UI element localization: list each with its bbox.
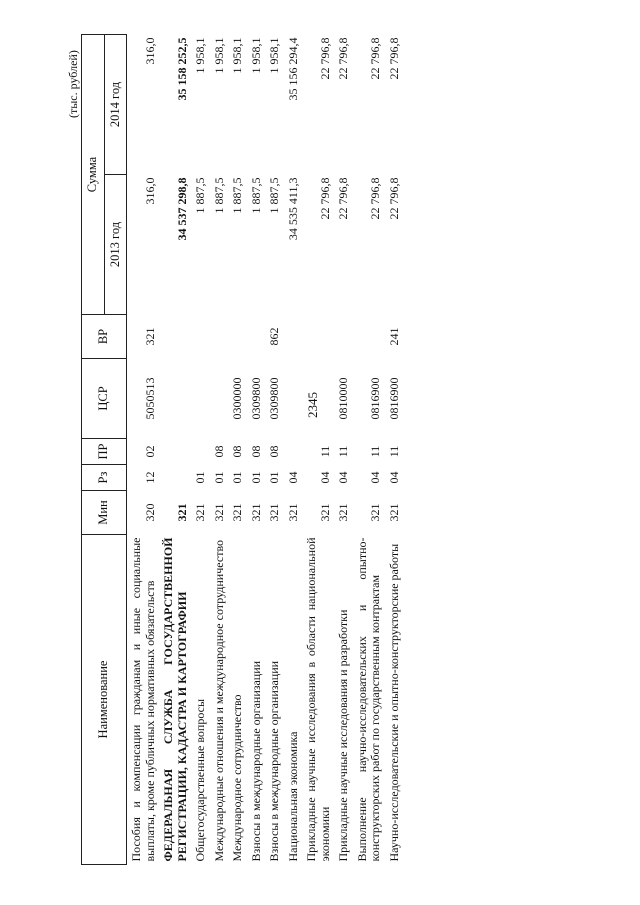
row-pr: 11 [317, 445, 332, 458]
row-rz: 01 [230, 471, 244, 484]
row-rz: 01 [267, 471, 281, 484]
row-name: Пособия и компенсации гражданам и иные социальные выплаты, кроме публичных нормативных обязательств [129, 537, 157, 862]
row-amount-2013: 1 887,5 [267, 177, 281, 214]
row-min: 321 [211, 503, 226, 522]
row-amount-2014: 35 156 294,4 [285, 37, 300, 101]
row-amount-2014: 1 958,1 [230, 37, 244, 74]
table-row [228, 35, 247, 865]
row-name: Взносы в международные организации [248, 660, 263, 862]
row-csr [284, 359, 303, 439]
header-year-2014: 2014 год [104, 35, 127, 175]
table-body [127, 35, 404, 865]
row-name: Прикладные научные исследования в области национальной экономики [304, 537, 332, 862]
table-header [82, 35, 127, 865]
row-csr [210, 359, 229, 439]
row-csr [159, 359, 191, 439]
row-vr: 321 [142, 327, 157, 346]
table-row [284, 35, 303, 865]
row-amount-2014: 22 796,8 [386, 37, 401, 80]
row-name: Международные отношения и международное сотрудничество [211, 539, 226, 862]
row-csr: 5050513 [142, 377, 157, 420]
row-min: 321 [386, 503, 401, 522]
units-label: (тыс. рублей) [66, 50, 80, 118]
row-rz: 04 [285, 471, 300, 484]
row-amount-2013: 1 887,5 [211, 177, 226, 214]
row-rz: 04 [336, 471, 350, 484]
row-amount-2014: 1 958,1 [248, 37, 263, 74]
row-min: 321 [285, 503, 300, 522]
row-amount-2013: 22 796,8 [386, 177, 401, 220]
row-pr [191, 439, 210, 465]
page-number: 2345 [305, 392, 320, 418]
row-amount-2013: 34 537 298,8 [174, 177, 189, 241]
row-pr: 11 [336, 445, 350, 458]
row-csr: 0816900 [368, 377, 382, 420]
table-row [385, 35, 404, 865]
header-year-2013: 2013 год [104, 175, 127, 315]
table-row [334, 35, 353, 865]
table-row [127, 35, 160, 865]
row-name: ФЕДЕРАЛЬНАЯ СЛУЖБА ГОСУДАРСТВЕННОЙ РЕГИСТРАЦИИ, КАДАСТРА И КАРТОГРАФИИ [161, 537, 189, 862]
row-amount-2014: 316,0 [142, 37, 157, 65]
row-pr: 11 [386, 445, 401, 458]
row-rz: 04 [368, 471, 382, 484]
row-amount-2013: 1 887,5 [230, 177, 244, 214]
row-rz: 01 [248, 471, 263, 484]
row-amount-2013: 22 796,8 [317, 177, 332, 220]
row-rz: 04 [386, 471, 401, 484]
row-amount-2013: 316,0 [142, 177, 157, 205]
budget-table-container [81, 35, 531, 865]
budget-table [81, 34, 403, 865]
row-vr [302, 315, 334, 359]
row-amount-2013: 1 887,5 [248, 177, 263, 214]
table-row [247, 35, 266, 865]
row-rz: 01 [193, 471, 207, 484]
row-amount-2013: 1 887,5 [193, 177, 207, 214]
row-csr: 0810000 [336, 377, 350, 420]
table-row [159, 35, 191, 865]
row-amount-2013: 22 796,8 [368, 177, 382, 220]
row-amount-2014: 22 796,8 [368, 37, 382, 80]
header-sum: Сумма [82, 35, 105, 315]
row-csr: 0309800 [267, 377, 281, 420]
row-min: 321 [317, 503, 332, 522]
row-min: 321 [193, 503, 207, 522]
row-vr: 862 [267, 327, 281, 346]
row-vr: 241 [386, 327, 401, 346]
row-pr [159, 439, 191, 465]
row-vr [334, 315, 353, 359]
row-vr [284, 315, 303, 359]
row-min: 320 [142, 503, 157, 522]
row-amount-2014: 22 796,8 [317, 37, 332, 80]
row-name: Взносы в международные организации [267, 660, 281, 862]
row-pr: 02 [142, 445, 157, 458]
header-min: Мин [82, 491, 127, 535]
row-vr [210, 315, 229, 359]
table-row [191, 35, 210, 865]
row-name: Общегосударственные вопросы [193, 698, 207, 862]
row-csr: 0816900 [386, 377, 401, 420]
row-amount-2013: 22 796,8 [336, 177, 350, 220]
row-pr: 08 [211, 445, 226, 458]
table-row [265, 35, 284, 865]
row-amount-2014: 35 158 252,5 [174, 37, 189, 101]
row-vr [353, 315, 385, 359]
row-rz: 12 [142, 471, 157, 484]
row-name: Прикладные научные исследования и разработки [336, 609, 350, 862]
row-pr: 08 [248, 445, 263, 458]
header-csr: ЦСР [82, 359, 127, 439]
row-pr: 08 [230, 445, 244, 458]
row-name: Национальная экономика [285, 731, 300, 862]
row-min: 321 [174, 503, 189, 522]
row-csr: 0309800 [248, 377, 263, 420]
header-rz: Рз [82, 465, 127, 491]
row-amount-2014: 22 796,8 [336, 37, 350, 80]
row-pr: 08 [267, 445, 281, 458]
row-rz: 04 [317, 471, 332, 484]
row-min: 321 [248, 503, 263, 522]
row-min: 321 [368, 503, 382, 522]
row-vr [247, 315, 266, 359]
row-amount-2014: 1 958,1 [267, 37, 281, 74]
row-vr [191, 315, 210, 359]
row-min: 321 [267, 503, 281, 522]
row-rz [159, 465, 191, 491]
row-min: 321 [336, 503, 350, 522]
header-pr: ПР [82, 439, 127, 465]
row-csr: 0300000 [230, 377, 244, 420]
row-amount-2013: 34 535 411,3 [285, 177, 300, 241]
row-name: Международное сотрудничество [230, 694, 244, 862]
row-pr [284, 439, 303, 465]
table-row [302, 35, 334, 865]
row-name: Научно-исследовательские и опытно-конструкторские работы [386, 543, 401, 862]
row-csr [191, 359, 210, 439]
row-amount-2014: 1 958,1 [211, 37, 226, 74]
row-vr [228, 315, 247, 359]
row-min: 321 [230, 503, 244, 522]
row-csr [302, 359, 334, 439]
row-rz: 01 [211, 471, 226, 484]
row-amount-2014: 1 958,1 [193, 37, 207, 74]
row-pr: 11 [368, 445, 382, 458]
row-name: Выполнение научно-исследовательских и опытно-конструкторских работ по государственным контрактам [354, 537, 382, 862]
header-name: Наименование [82, 535, 127, 865]
header-vr: ВР [82, 315, 127, 359]
table-row [210, 35, 229, 865]
table-row [353, 35, 385, 865]
row-vr [159, 315, 191, 359]
